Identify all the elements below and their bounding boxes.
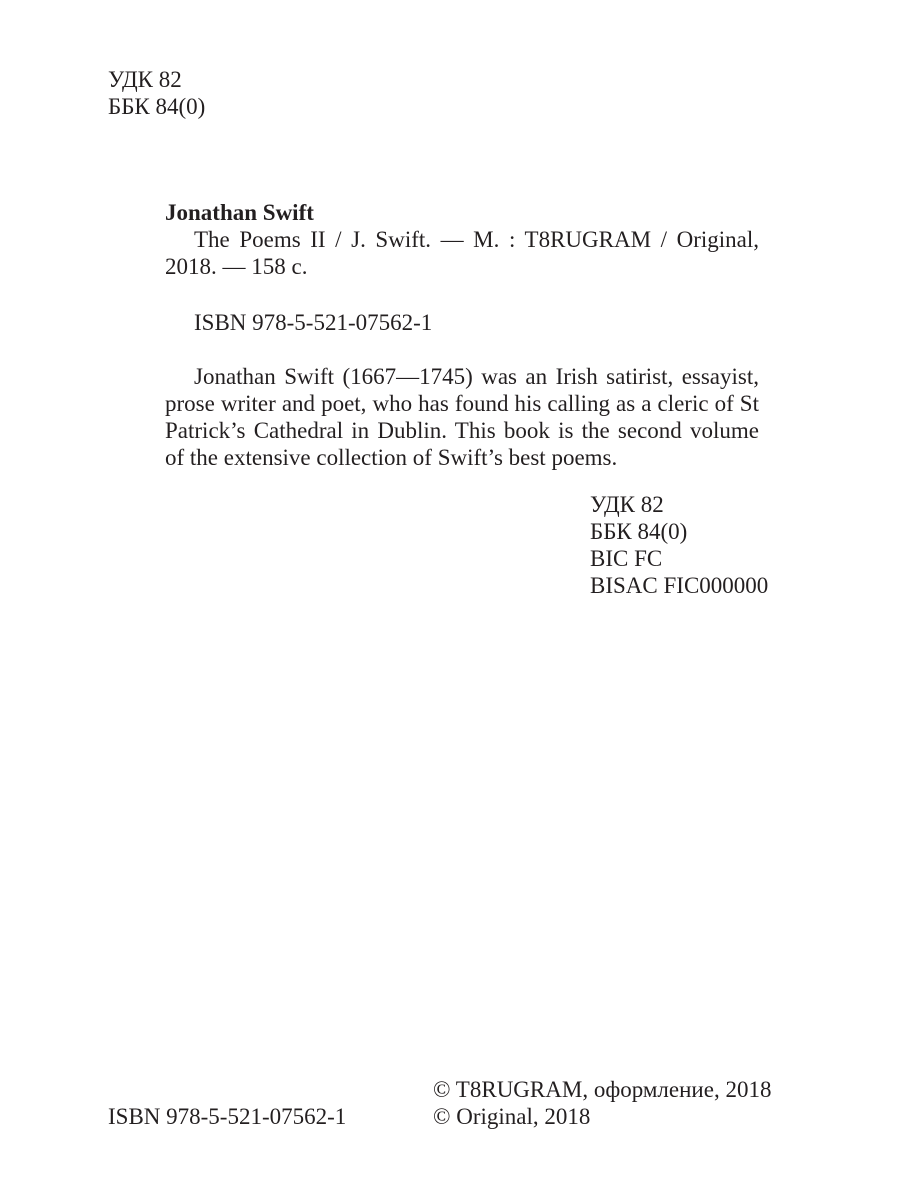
abstract: Jonathan Swift (1667—1745) was an Irish satirist, essayist, prose writer and poet, who has found his calling as a cleric of St Patrick’s Cathedral in Dublin. This book is the second volume of the extensive collection of Swift’s best poems. <box>165 364 759 470</box>
footer-isbn <box>108 1103 346 1130</box>
classification-block <box>590 491 768 599</box>
author-name: Jonathan Swift <box>165 200 314 225</box>
bbk-code: ББК 84(0) <box>108 94 206 119</box>
isbn-entry: ISBN 978-5-521-07562-1 <box>194 310 433 335</box>
copyright-design: © T8RUGRAM, оформление, 2018 <box>433 1077 772 1102</box>
citation: The Poems II / J. Swift. — M. : T8RUGRAM / Original, 2018. — 158 c. <box>165 227 759 279</box>
bbk-code-right: ББК 84(0) <box>590 519 688 544</box>
copyright-original: © Original, 2018 <box>433 1104 591 1129</box>
udk-code-right: УДК 82 <box>590 492 664 517</box>
bisac-code: BISAC FIC000000 <box>590 573 769 598</box>
top-classification-codes <box>108 66 205 120</box>
bibliographic-entry <box>165 199 759 471</box>
bic-code: BIC FC <box>590 546 663 571</box>
udk-code: УДК 82 <box>108 67 182 92</box>
copyright-block <box>433 1076 771 1130</box>
footer-isbn-text: ISBN 978-5-521-07562-1 <box>108 1104 347 1129</box>
